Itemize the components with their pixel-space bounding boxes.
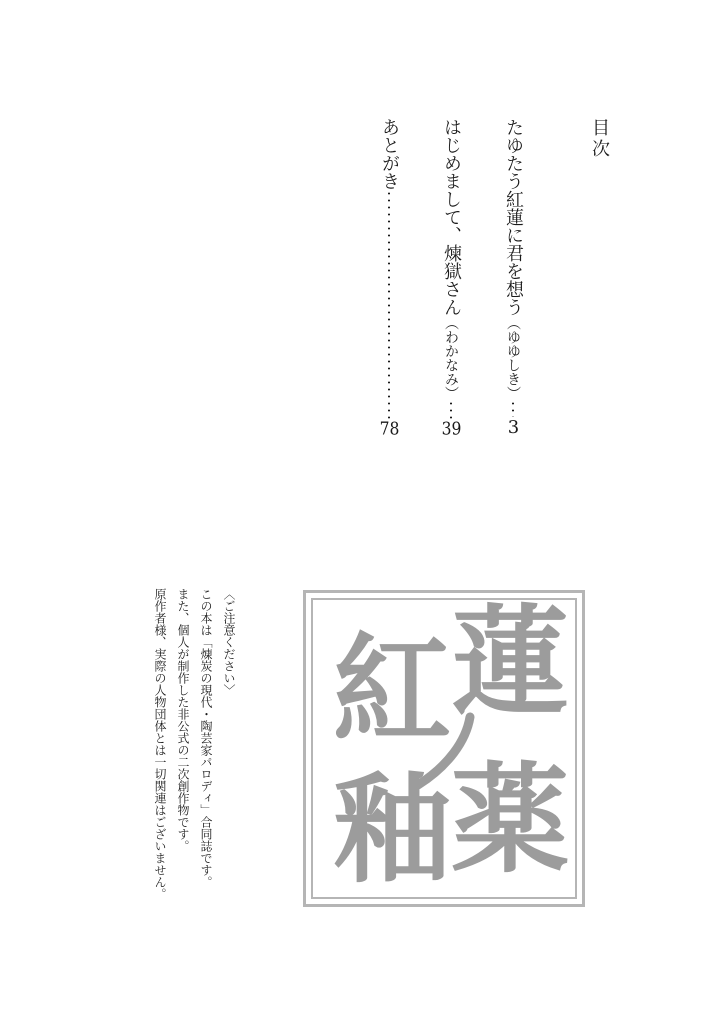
toc-entry-author: （わかなみ） xyxy=(443,316,459,400)
stamp-char-ku: 紅 xyxy=(332,620,451,759)
toc-entry-1[interactable] xyxy=(502,118,524,438)
stamp-char-ren: 蓮 xyxy=(450,592,569,731)
toc-page-number: 3 xyxy=(503,417,524,438)
stamp-connector-no xyxy=(408,711,488,791)
toc-leader-dots xyxy=(503,400,523,417)
toc-heading: 目次 xyxy=(589,118,610,160)
toc-page-number: 78 xyxy=(379,420,400,438)
notice-block xyxy=(148,588,240,900)
toc-entry-author: （ゆゆしき） xyxy=(505,316,521,400)
title-stamp xyxy=(303,590,585,907)
toc-leader-dots xyxy=(441,400,461,420)
toc-page-number: 39 xyxy=(441,420,462,438)
stamp-char-yuu: 釉 xyxy=(332,760,451,899)
toc-entry-3[interactable] xyxy=(378,118,400,438)
stamp-char-yaku: 薬 xyxy=(450,750,569,889)
notice-heading: 〈ご注意ください〉 xyxy=(222,588,236,696)
toc-leader-dots xyxy=(379,190,399,420)
notice-line-1: この本は「煉炭の現代・陶芸家パロディ」合同誌です。 xyxy=(199,588,213,888)
notice-line-2: また、個人が制作した非公式の二次創作物です。 xyxy=(176,588,190,852)
toc-entry-title: たゆたう紅蓮に君を想う xyxy=(503,118,524,316)
notice-line-3: 原作者様、実際の人物団体とは一切関連はございません。 xyxy=(153,588,167,900)
toc-entry-title: はじめまして、煉獄さん xyxy=(441,118,462,316)
toc-entry-2[interactable] xyxy=(440,118,462,438)
toc-entry-title: あとがき xyxy=(379,118,400,190)
